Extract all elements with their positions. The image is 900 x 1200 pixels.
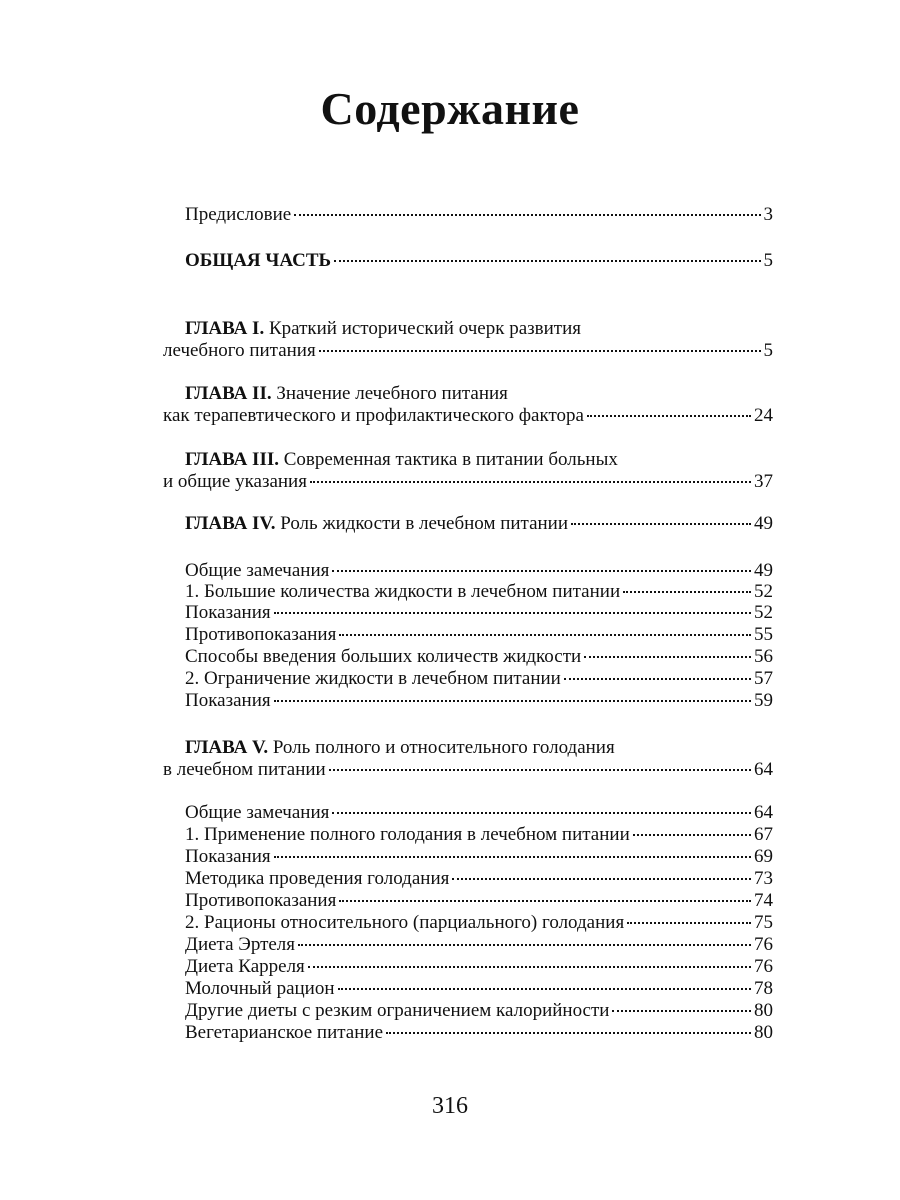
toc-entry-label-continued: как терапевтического и профилактического фактора bbox=[163, 405, 584, 426]
toc-entry[interactable] bbox=[163, 250, 773, 272]
toc-entry-label: Предисловие bbox=[185, 204, 292, 225]
dot-leader bbox=[334, 246, 760, 262]
dot-leader bbox=[310, 467, 751, 483]
toc-entry-title bbox=[185, 890, 336, 912]
toc-entry-page: 76 bbox=[754, 934, 773, 955]
toc-entry[interactable] bbox=[163, 1022, 773, 1044]
toc-entry-page: 57 bbox=[754, 668, 773, 689]
dot-leader bbox=[338, 974, 751, 990]
dot-leader bbox=[612, 996, 751, 1012]
toc-entry-page: 5 bbox=[763, 340, 773, 361]
page-number: 316 bbox=[432, 1093, 468, 1119]
toc-entry-page: 64 bbox=[754, 759, 773, 780]
toc-entry-title bbox=[185, 846, 271, 868]
toc-entry-label: 1. Применение полного голодания в лечебном питании bbox=[185, 824, 630, 845]
toc-entry-page: 80 bbox=[754, 1000, 773, 1021]
toc-entry-page: 52 bbox=[754, 581, 773, 602]
toc-entry-prefix: ГЛАВА III. bbox=[185, 449, 279, 470]
toc-entry-label: 2. Рационы относительного (парциального) голодания bbox=[185, 912, 625, 933]
toc-entry[interactable] bbox=[163, 204, 773, 226]
toc-entry-label: Молочный рацион bbox=[185, 978, 335, 999]
toc-entry-label: 1. Большие количества жидкости в лечебном питании bbox=[185, 581, 621, 602]
toc-entry-prefix: ГЛАВА IV. bbox=[185, 513, 276, 534]
toc-entry-page: 3 bbox=[763, 204, 773, 225]
toc-entry-page: 78 bbox=[754, 978, 773, 999]
toc-entry-label: Вегетарианское питание bbox=[185, 1022, 384, 1043]
toc-entry-label: Краткий исторический очерк развития bbox=[268, 318, 581, 339]
toc-entry-label-continued: и общие указания bbox=[163, 471, 307, 492]
toc-entry-prefix: ОБЩАЯ ЧАСТЬ bbox=[185, 250, 332, 271]
toc-entry[interactable] bbox=[163, 449, 773, 493]
dot-leader bbox=[319, 336, 761, 352]
toc-entry-page: 73 bbox=[754, 868, 773, 889]
page-title: Содержание bbox=[320, 83, 580, 134]
toc-entry-page: 5 bbox=[763, 250, 773, 271]
toc-entry-title bbox=[185, 560, 329, 582]
dot-leader bbox=[329, 755, 751, 771]
toc-entry-label: Роль полного и относительного голодания bbox=[272, 737, 615, 758]
toc-entry-prefix: ГЛАВА II. bbox=[185, 383, 272, 404]
toc-entry-label: Диета Эртеля bbox=[185, 934, 296, 955]
toc-entry-page: 52 bbox=[754, 602, 773, 623]
dot-leader bbox=[274, 686, 751, 702]
toc-entry-prefix: ГЛАВА V. bbox=[185, 737, 269, 758]
dot-leader bbox=[587, 401, 751, 417]
toc-entry-page: 64 bbox=[754, 802, 773, 823]
dot-leader bbox=[332, 556, 751, 572]
toc-entry-label: Общие замечания bbox=[185, 560, 330, 581]
toc-entry[interactable] bbox=[163, 318, 773, 362]
toc-entry-label: Роль жидкости в лечебном питании bbox=[280, 513, 569, 534]
toc-entry-label: Противопоказания bbox=[185, 890, 337, 911]
toc-entry-title bbox=[185, 204, 291, 226]
toc-entry-label-continued: лечебного питания bbox=[163, 340, 316, 361]
toc-entry[interactable] bbox=[163, 383, 773, 427]
dot-leader bbox=[332, 798, 751, 814]
toc-entry-page: 37 bbox=[754, 471, 773, 492]
dot-leader bbox=[339, 620, 751, 636]
dot-leader bbox=[571, 509, 751, 525]
toc-entry-prefix: ГЛАВА I. bbox=[185, 318, 265, 339]
toc-entry-title bbox=[185, 383, 508, 405]
toc-entry-label: Показания bbox=[185, 602, 271, 623]
toc-entry-label: Общие замечания bbox=[185, 802, 330, 823]
toc-entry-title bbox=[185, 513, 568, 535]
dot-leader bbox=[298, 930, 751, 946]
toc-entry-page: 49 bbox=[754, 513, 773, 534]
toc-entry-label: Противопоказания bbox=[185, 624, 337, 645]
dot-leader bbox=[274, 598, 751, 614]
toc-entry-page: 67 bbox=[754, 824, 773, 845]
toc-entry-title bbox=[185, 978, 335, 1000]
toc-entry-title bbox=[185, 250, 331, 272]
toc-entry[interactable] bbox=[163, 690, 773, 712]
dot-leader bbox=[339, 886, 751, 902]
toc-entry-title bbox=[185, 624, 336, 646]
toc-entry-label: Значение лечебного питания bbox=[276, 383, 508, 404]
dot-leader bbox=[627, 908, 751, 924]
toc-entry-title bbox=[185, 802, 329, 824]
dot-leader bbox=[633, 820, 751, 836]
toc-entry-title bbox=[185, 1022, 383, 1044]
toc-entry-page: 49 bbox=[754, 560, 773, 581]
dot-leader bbox=[294, 200, 760, 216]
toc-entry-page: 80 bbox=[754, 1022, 773, 1043]
toc-entry-label-continued: в лечебном питании bbox=[163, 759, 326, 780]
toc-entry-title bbox=[185, 934, 295, 956]
toc-entry-label: Диета Карреля bbox=[185, 956, 305, 977]
toc-entry-label: Современная тактика в питании больных bbox=[283, 449, 618, 470]
toc-entry-page: 59 bbox=[754, 690, 773, 711]
dot-leader bbox=[386, 1018, 751, 1034]
toc-entry-title bbox=[185, 602, 271, 624]
toc-entry-title bbox=[185, 646, 581, 668]
dot-leader bbox=[274, 842, 751, 858]
toc-entry-page: 56 bbox=[754, 646, 773, 667]
toc-entry-page: 75 bbox=[754, 912, 773, 933]
toc-entry-page: 24 bbox=[754, 405, 773, 426]
toc-entry-label: Другие диеты с резким ограничением калорийности bbox=[185, 1000, 610, 1021]
toc-entry-page: 74 bbox=[754, 890, 773, 911]
toc-entry-page: 69 bbox=[754, 846, 773, 867]
dot-leader bbox=[452, 864, 751, 880]
dot-leader bbox=[564, 664, 751, 680]
toc-entry[interactable] bbox=[163, 513, 773, 535]
toc-entry[interactable] bbox=[163, 737, 773, 781]
toc-entry-label: Показания bbox=[185, 846, 271, 867]
dot-leader bbox=[623, 577, 751, 593]
dot-leader bbox=[584, 642, 751, 658]
toc-entry-page: 55 bbox=[754, 624, 773, 645]
toc-entry-title bbox=[185, 956, 305, 978]
toc-entry-title bbox=[185, 690, 271, 712]
dot-leader bbox=[308, 952, 751, 968]
toc-entry-label: Показания bbox=[185, 690, 271, 711]
toc-entry-page: 76 bbox=[754, 956, 773, 977]
toc-entry-label: 2. Ограничение жидкости в лечебном питании bbox=[185, 668, 561, 689]
toc-entry-label: Способы введения больших количеств жидкости bbox=[185, 646, 582, 667]
toc-entry-label: Методика проведения голодания bbox=[185, 868, 450, 889]
